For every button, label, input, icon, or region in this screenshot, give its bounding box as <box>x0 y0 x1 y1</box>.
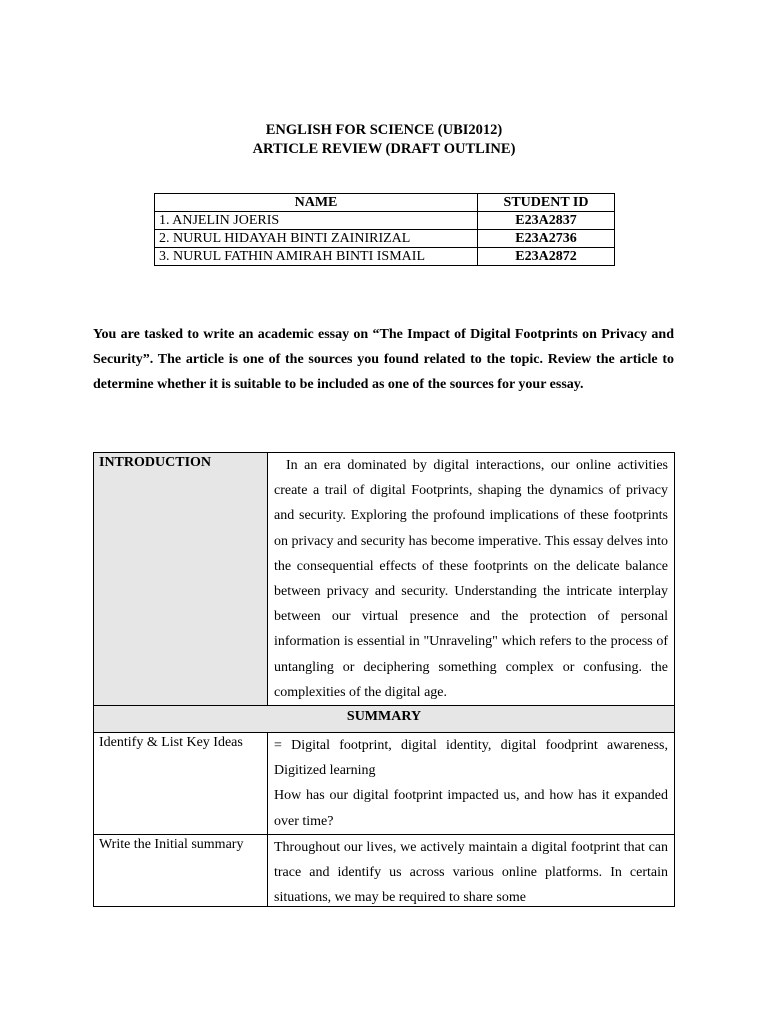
introduction-text: In an era dominated by digital interactions, our online activities create a trail of digital Footprints, shaping the dynamics of privacy and security. Exploring the profound implications of these footprints on privacy and security has become imperative. This essay delves into the consequential effects of these footprints on the delicate balance between privacy and security. Understanding the intricate interplay between our virtual presence and the protection of personal information is essential in "Unraveling" which refers to the process of untangling or deciphering something complex or confusing. the complexities of the digital age. <box>274 458 668 700</box>
task-instructions: You are tasked to write an academic essay on “The Impact of Digital Footprints on Privacy and Security”. The article is one of the sources you found related to the topic. Review the article to determine whether it is suitable to be included as one of the sources for your essay. <box>93 327 674 392</box>
student-table-header <box>155 194 615 212</box>
student-id: E23A2736 <box>478 230 615 248</box>
table-row <box>155 248 615 266</box>
introduction-label: INTRODUCTION <box>94 453 268 706</box>
summary-header-row <box>94 706 675 733</box>
table-row <box>155 212 615 230</box>
key-ideas-label: Identify & List Key Ideas <box>94 733 268 835</box>
title-block <box>0 121 768 159</box>
student-name: 1. ANJELIN JOERIS <box>155 212 478 230</box>
review-table <box>93 452 675 907</box>
initial-summary-label: Write the Initial summary <box>94 834 268 906</box>
key-ideas-question: How has our digital footprint impacted us, and how has it expanded over time? <box>274 788 668 829</box>
document-title: ARTICLE REVIEW (DRAFT OUTLINE) <box>252 141 516 157</box>
name-column-header: NAME <box>155 194 478 212</box>
student-name: 3. NURUL FATHIN AMIRAH BINTI ISMAIL <box>155 248 478 266</box>
student-table <box>154 193 615 266</box>
introduction-content <box>268 453 675 706</box>
key-ideas-content <box>268 733 675 835</box>
student-id: E23A2872 <box>478 248 615 266</box>
course-title: ENGLISH FOR SCIENCE (UBI2012) <box>265 122 503 138</box>
student-id-column-header: STUDENT ID <box>478 194 615 212</box>
student-id: E23A2837 <box>478 212 615 230</box>
table-row <box>155 230 615 248</box>
introduction-row <box>94 453 675 706</box>
key-ideas-row <box>94 733 675 835</box>
student-name: 2. NURUL HIDAYAH BINTI ZAINIRIZAL <box>155 230 478 248</box>
initial-summary-row <box>94 834 675 906</box>
summary-section-header: SUMMARY <box>94 706 675 733</box>
key-ideas-list: = Digital footprint, digital identity, digital foodprint awareness, Digitized learning <box>274 738 668 779</box>
initial-summary-text: Throughout our lives, we actively maintain a digital footprint that can trace and identify us across various online platforms. In certain situations, we may be required to share some <box>274 839 668 906</box>
initial-summary-content <box>268 834 675 906</box>
